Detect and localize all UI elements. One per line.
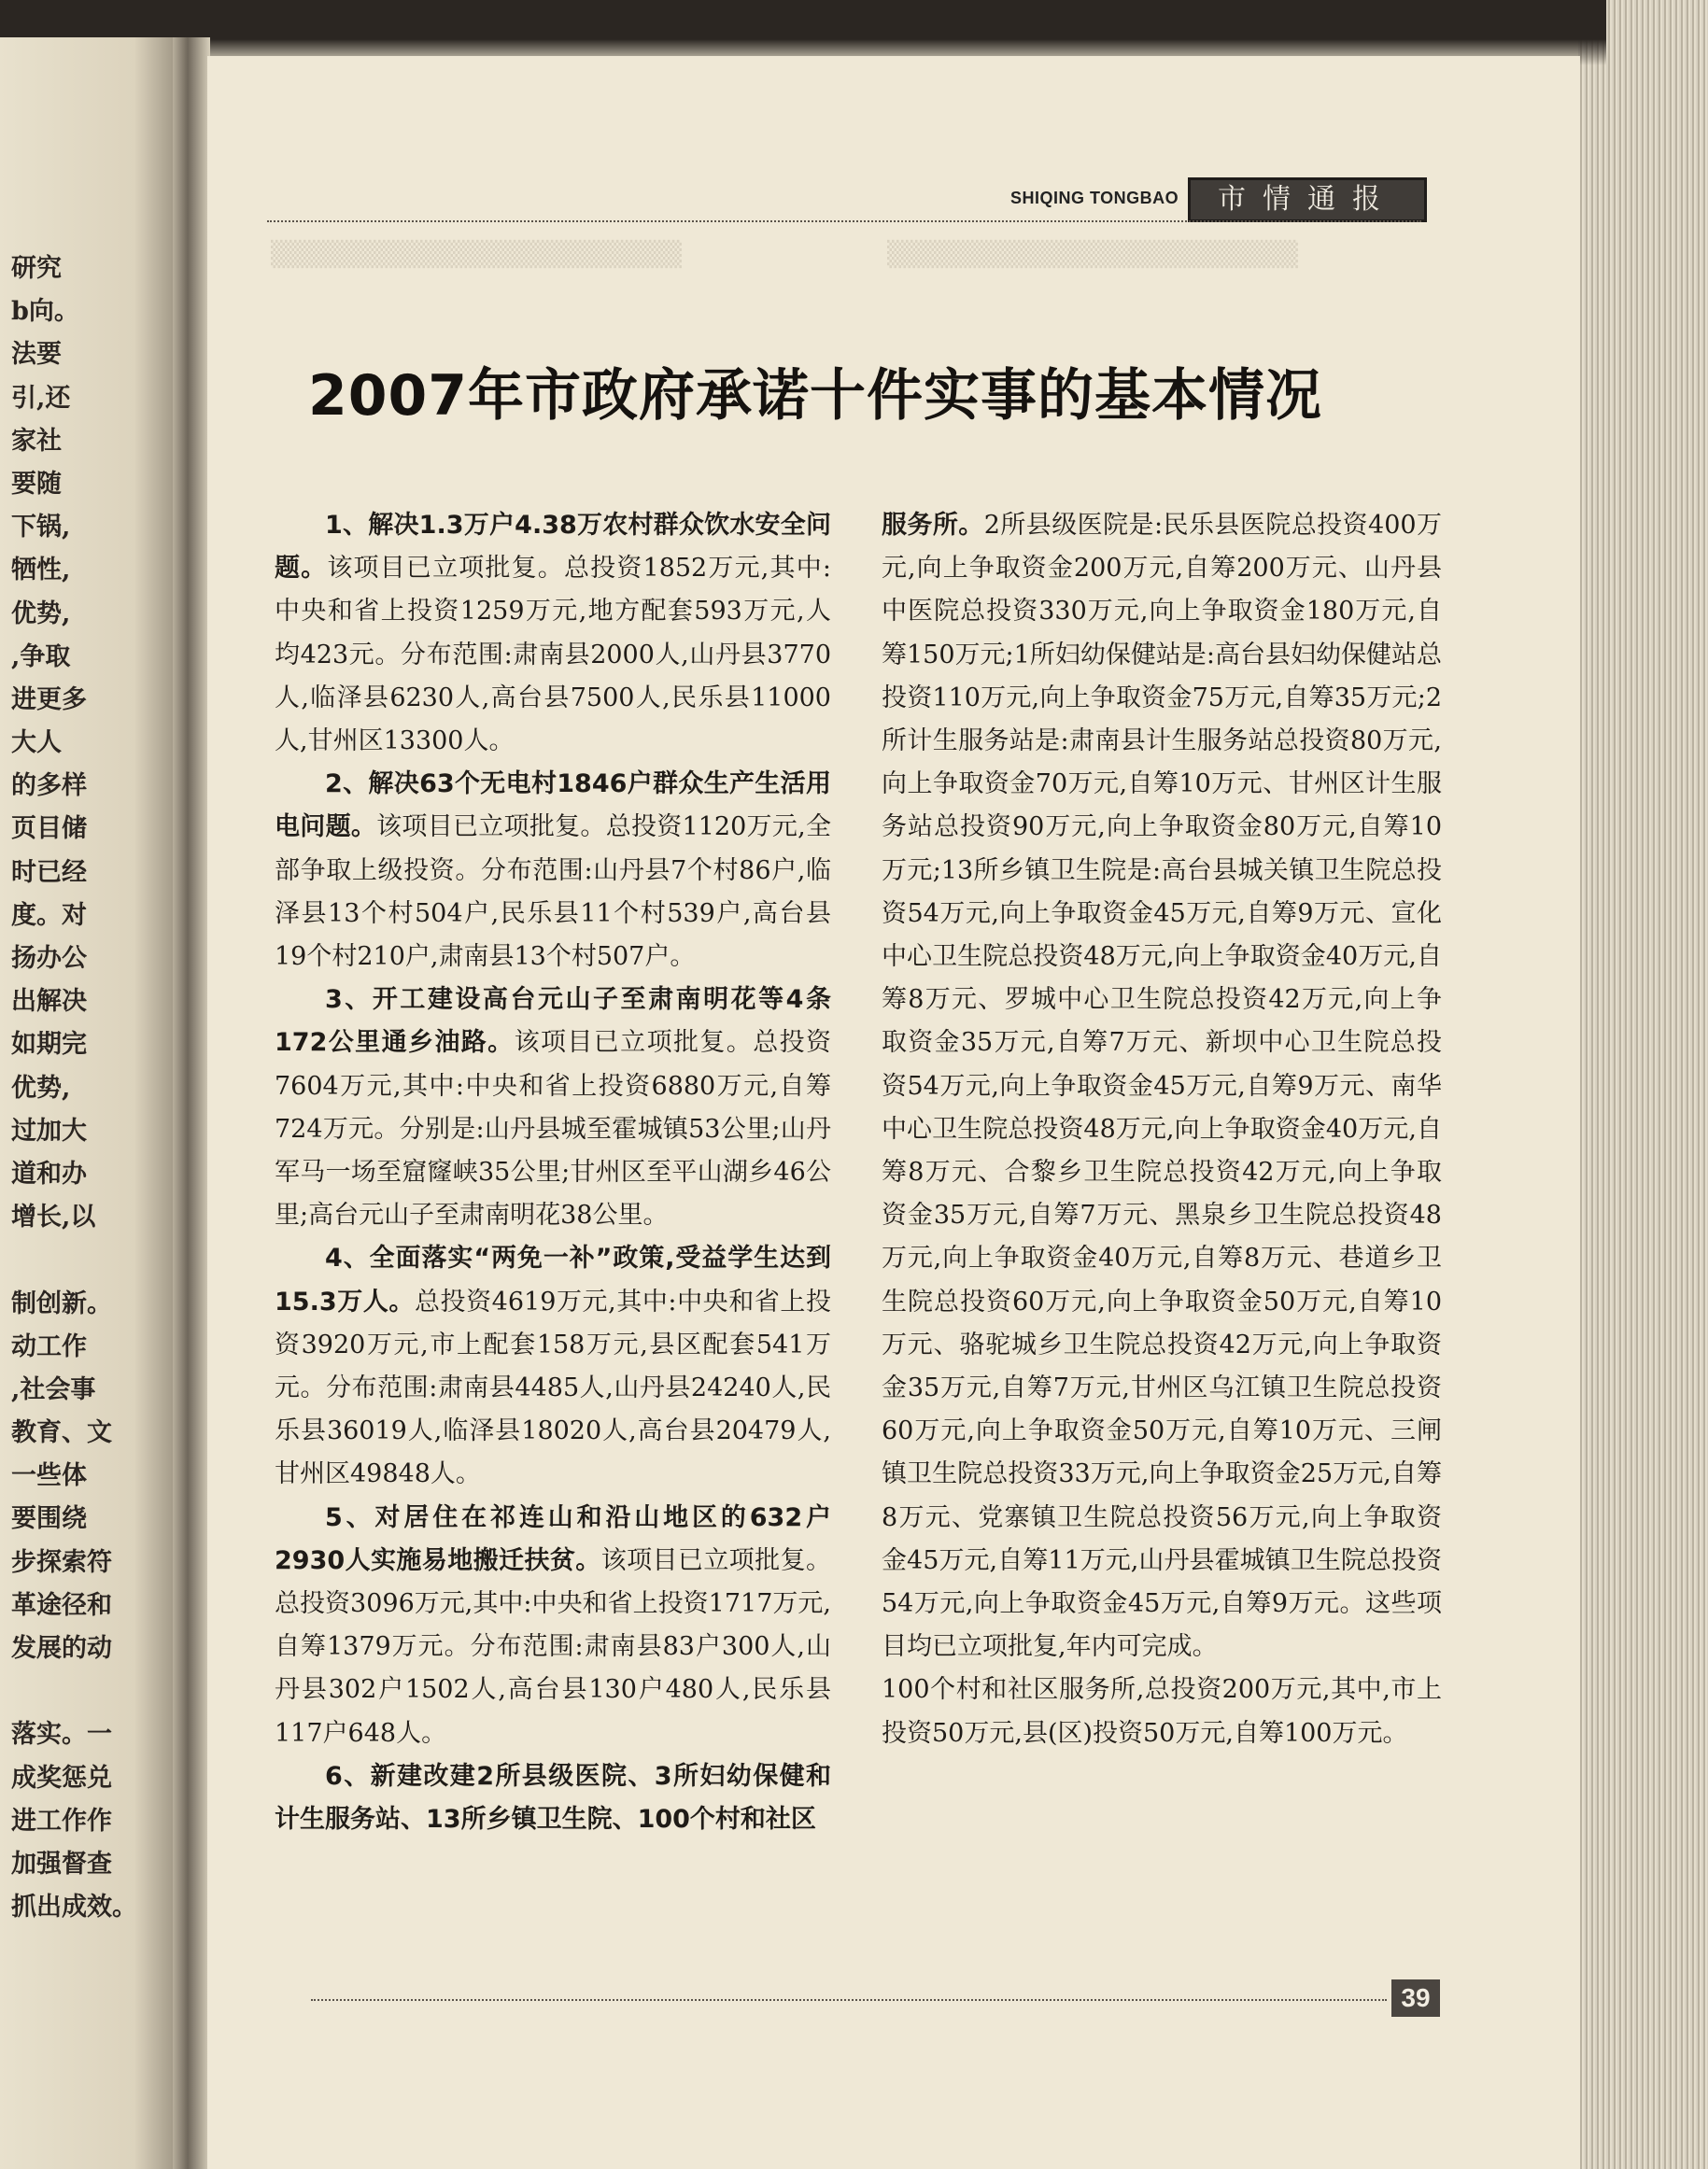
article-paragraph <box>275 979 831 1237</box>
left-page-line: 法要 <box>11 340 62 370</box>
left-page-line: 度。对 <box>11 900 87 930</box>
article-title: 2007年市政府承诺十件实事的基本情况 <box>308 363 1322 429</box>
article-paragraph <box>882 504 1442 1669</box>
left-page-line: 制创新。 <box>11 1289 112 1318</box>
article-paragraph <box>275 1755 831 1841</box>
paragraph-heading: 4、全面落实“两免一补”政策,受益学生达到15.3万人。 <box>275 1244 831 1317</box>
left-page-line: 发展的动 <box>11 1634 112 1663</box>
left-page-line: b向。 <box>11 297 79 327</box>
left-page-line: 动工作 <box>11 1331 87 1361</box>
article-paragraph <box>275 763 831 979</box>
left-page-line: 研究 <box>11 254 62 283</box>
paragraph-heading: 5、对居住在祁连山和沿山地区的632户2930人实施易地搬迁扶贫。 <box>275 1502 831 1575</box>
section-label-english: SHIQING TONGBAO <box>1010 189 1179 207</box>
header-divider <box>267 220 1421 222</box>
paragraph-body: 该项目已立项批复。总投资1852万元,其中:中央和省上投资1259万元,地方配套593万元,人均423元。分布范围:肃南县2000人,山丹县3770人,临泽县6230人,高台县7500人,民乐县11000人,甘州区13300人。 <box>275 554 831 756</box>
left-page-line: 步探索符 <box>11 1547 112 1577</box>
left-page-line: 成奖惩兑 <box>11 1763 112 1793</box>
page-stack-edge <box>1578 0 1708 2169</box>
left-page-line: 一些体 <box>11 1461 87 1491</box>
paragraph-body: 该项目已立项批复。总投资1120万元,全部争取上级投资。分布范围:山丹县7个村86户,临泽县13个村504户,民乐县11个村539户,高台县19个村210户,肃南县13个村507户。 <box>275 812 831 972</box>
paragraph-heading: 1、解决1.3万户4.38万农村群众饮水安全问题。 <box>275 511 831 584</box>
left-page-line: 优势, <box>11 599 71 628</box>
article-paragraph <box>275 1237 831 1496</box>
left-page-line: 过加大 <box>11 1116 87 1146</box>
left-page-line: 页目储 <box>11 814 87 844</box>
left-page-line <box>11 1239 198 1282</box>
left-page-line: 下锅, <box>11 513 71 542</box>
paragraph-body: 2所县级医院是:民乐县医院总投资400万元,向上争取资金200万元,自筹200万元、山丹县中医院总投资330万元,向上争取资金180万元,自筹150万元;1所妇幼保健站是:高台县妇幼保健站总投资110万元,向上争取资金75万元,自筹35万元;2所计生服务站是:肃南县计生服务站总投资80万元,向上争取资金70万元,自筹10万元、甘州区计生服务站总投资90万元,向上争取资金80万元,自筹10万元;13所乡镇卫生院是:高台县城关镇卫生院总投资54万元,向上争取资金45万元,自筹9万元、宣化中心卫生院总投资48万元,向上争取资金40万元,自筹8万元、罗城中心卫生院总投资42万元,向上争取资金35万元,自筹7万元、新坝中心卫生院总投资54万元,向上争取资金45万元,自筹9万元、南华中心卫生院总投资48万元,向上争取资金40万元,自筹8万元、合黎乡卫生院总投资42万元,向上争取资金35万元,自筹7万元、黑泉乡卫生院总投资48万元,向上争取资金40万元,自筹8万元、巷道乡卫生院总投资60万元,向上争取资金50万元,自筹10万元、骆驼城乡卫生院总投资42万元,向上争取资金35万元,自筹7万元,甘州区乌江镇卫生院总投资60万元,向上争取资金50万元,自筹10万元、三闸镇卫生院总投资33万元,向上争取资金25万元,自筹8万元、党寨镇卫生院总投资56万元,向上争取资金45万元,自筹11万元,山丹县霍城镇卫生院总投资54万元,向上争取资金45万元,自筹9万元。这些项目均已立项批复,年内可完成。 <box>882 511 1442 1662</box>
article-column-right <box>882 504 1442 1755</box>
left-page-line: 增长,以 <box>11 1203 96 1232</box>
paragraph-body: 该项目已立项批复。总投资7604万元,其中:中央和省上投资6880万元,自筹724万元。分别是:山丹县城至霍城镇53公里;山丹军马一场至窟窿峡35公里;甘州区至平山湖乡46公里;高台元山子至肃南明花38公里。 <box>275 1028 831 1231</box>
paragraph-heading: 6、新建改建2所县级医院、3所妇幼保健和计生服务站、13所乡镇卫生院、100个村和社区 <box>275 1761 831 1835</box>
left-page-line: 出解决 <box>11 987 87 1017</box>
article-column-left <box>275 504 831 1841</box>
article-paragraph <box>275 1497 831 1755</box>
left-page-line: 牺性, <box>11 556 71 585</box>
paragraph-heading: 3、开工建设高台元山子至肃南明花等4条172公里通乡油路。 <box>275 985 831 1058</box>
page-number: 39 <box>1391 1979 1440 2017</box>
bleed-through-text: ▒▒▒▒▒▒▒▒▒▒▒▒▒▒▒▒▒▒▒▒▒▒ <box>271 241 682 269</box>
left-page-line: 大人 <box>11 728 62 758</box>
left-page-line: 加强督查 <box>11 1849 112 1879</box>
left-page-line: 优势, <box>11 1073 71 1103</box>
left-page-line <box>11 1670 198 1713</box>
left-page-line: 如期完 <box>11 1030 87 1060</box>
left-page-line: 引,还 <box>11 383 71 413</box>
section-badge: 市情通报 <box>1188 177 1427 222</box>
left-page-line: 要随 <box>11 469 62 499</box>
paragraph-body: 100个村和社区服务所,总投资200万元,其中,市上投资50万元,县(区)投资50万元,自筹100万元。 <box>882 1675 1442 1748</box>
paragraph-body: 总投资4619万元,其中:中央和省上投资3920万元,市上配套158万元,县区配套541万元。分布范围:肃南县4485人,山丹县24240人,民乐县36019人,临泽县18020人,高台县20479人,甘州区49848人。 <box>275 1287 831 1489</box>
left-page-line: ,社会事 <box>11 1374 96 1404</box>
article-paragraph <box>275 504 831 763</box>
left-page-line: 进更多 <box>11 684 87 714</box>
left-page-text <box>11 247 198 1929</box>
footer-divider <box>311 1999 1387 2001</box>
left-page-line: 教育、文 <box>11 1418 112 1448</box>
paragraph-body: 该项目已立项批复。总投资3096万元,其中:中央和省上投资1717万元,自筹1379万元。分布范围:肃南县83户300人,山丹县302户1502人,高台县130户480人,民乐县117户648人。 <box>275 1545 831 1748</box>
bleed-through-text: ▒▒▒▒▒▒▒▒▒▒▒▒▒▒▒▒▒▒▒▒▒▒ <box>887 241 1298 269</box>
paragraph-heading: 服务所。 <box>882 511 984 540</box>
left-page-line: 要围绕 <box>11 1504 87 1534</box>
left-page-line: 落实。一 <box>11 1720 112 1750</box>
left-page-line: ,争取 <box>11 641 71 671</box>
left-page-line: 家社 <box>11 426 62 456</box>
paragraph-heading: 2、解决63个无电村1846户群众生产生活用电问题。 <box>275 769 831 842</box>
left-page-line: 进工作作 <box>11 1806 112 1836</box>
left-page-line: 抓出成效。 <box>11 1893 137 1923</box>
left-page-line: 道和办 <box>11 1159 87 1189</box>
left-page-line: 扬办公 <box>11 944 87 973</box>
left-page-line: 的多样 <box>11 771 87 801</box>
left-page-line: 时已经 <box>11 857 87 887</box>
article-paragraph <box>882 1669 1442 1754</box>
left-page-line: 革途径和 <box>11 1590 112 1620</box>
